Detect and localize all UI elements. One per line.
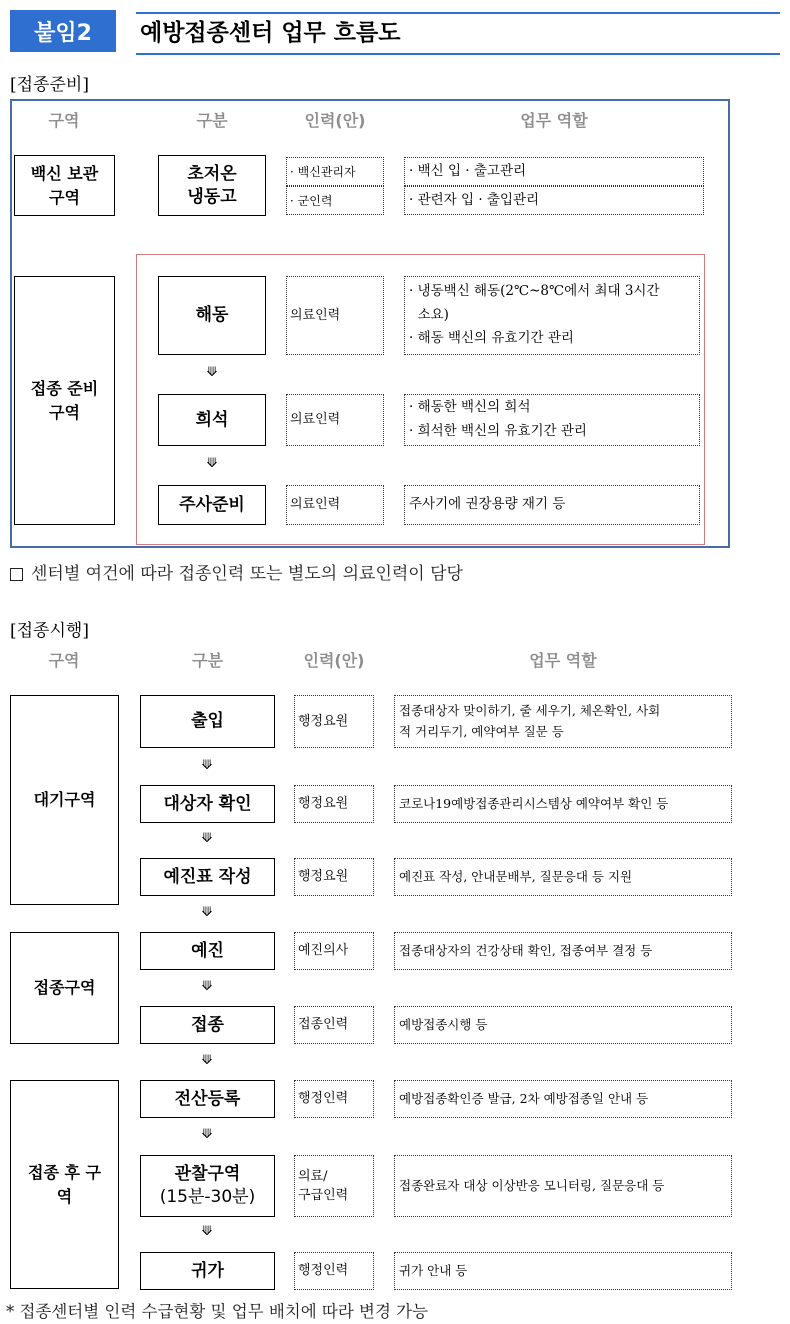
role-cell (394, 1006, 732, 1044)
staff-cell: 행정인력 (294, 1080, 374, 1118)
role-cell (404, 394, 700, 446)
flow-arrow-down: ⟱ (201, 905, 213, 920)
zone-vaccination: 접종구역 (10, 932, 119, 1044)
prep-col-zone: 구역 (48, 111, 80, 130)
role-line: 귀가 안내 등 (399, 1262, 468, 1278)
role-line: · 관련자 입 · 출입관리 (409, 191, 540, 208)
role-line: 예방접종확인증 발급, 2차 예방접종일 안내 등 (399, 1090, 649, 1106)
flow-arrow-down: ⟱ (201, 831, 213, 846)
zone-label: 백신 보관 (30, 164, 99, 184)
zone-vaccine-storage (14, 155, 115, 216)
flow-arrow-down: ⟱ (201, 979, 213, 994)
step-dilute: 희석 (158, 394, 266, 446)
step-return-home: 귀가 (140, 1252, 275, 1290)
staff-cell: 접종인력 (294, 1006, 374, 1044)
role-line: · 해동 백신의 유효기간 관리 (409, 330, 574, 347)
role-line: 예방접종시행 등 (399, 1016, 488, 1032)
staff-cell: 행정요원 (294, 695, 374, 748)
role-cell (394, 1080, 732, 1118)
role-cell (404, 276, 700, 355)
role-cell (394, 1252, 732, 1290)
zone-label: 구역 (49, 187, 80, 207)
prep-note-text: 센터별 여건에 따라 접종인력 또는 별도의 의료인력이 담당 (31, 564, 463, 584)
role-line: · 희석한 백신의 유효기간 관리 (409, 423, 587, 439)
role-line: 접종대상자의 건강상태 확인, 접종여부 결정 등 (399, 942, 653, 958)
step-ultra-freezer (158, 155, 266, 216)
staff-line: 구급인력 (298, 1188, 349, 1203)
role-cell (394, 858, 732, 896)
zone-post-vaccination (10, 1080, 119, 1289)
prep-col-step: 구분 (196, 111, 228, 130)
role-cell (404, 186, 704, 215)
role-line: 소요) (409, 306, 449, 323)
prep-col-staff: 인력(안) (304, 111, 366, 130)
role-line: · 해동한 백신의 희석 (409, 399, 531, 416)
role-line: · 백신 입 · 출고관리 (409, 162, 527, 179)
exec-col-zone: 구역 (48, 651, 80, 670)
checkbox-square-icon (10, 568, 23, 581)
step-questionnaire: 예진표 작성 (140, 858, 275, 896)
role-cell (394, 695, 732, 748)
exec-col-step: 구분 (192, 651, 223, 670)
footer-note: * 접종센터별 인력 수급현황 및 업무 배치에 따라 변경 가능 (6, 1302, 429, 1321)
step-label: 관찰구역 (174, 1164, 241, 1185)
staff-cell: 행정요원 (294, 785, 374, 823)
flow-arrow-down: ⟱ (201, 1127, 213, 1142)
flow-arrow-down: ⟱ (206, 365, 218, 380)
staff-cell: 행정인력 (294, 1252, 374, 1290)
role-line: 접종대상자 맞이하기, 줄 세우기, 체온확인, 사회 (399, 702, 661, 718)
staff-cell: 의료인력 (286, 485, 384, 525)
role-cell (394, 932, 732, 970)
step-registration: 전산등록 (140, 1080, 275, 1118)
exec-col-role: 업무 역할 (529, 651, 597, 670)
prep-col-role: 업무 역할 (520, 111, 588, 130)
staff-cell: · 백신관리자 (286, 157, 384, 186)
flow-arrow-down: ⟱ (201, 1224, 213, 1239)
role-line: 코로나19예방접종관리시스템상 예약여부 확인 등 (399, 795, 669, 811)
staff-line: 의료/ (298, 1168, 328, 1184)
step-thaw: 해동 (158, 276, 266, 355)
staff-cell: 예진의사 (294, 932, 374, 970)
step-entry: 출입 (140, 695, 275, 748)
staff-cell: 의료인력 (286, 276, 384, 355)
role-line: 예진표 작성, 안내문배부, 질문응대 등 지원 (399, 868, 633, 884)
step-observation (140, 1155, 275, 1217)
role-line: · 냉동백신 해동(2℃~8℃에서 최대 3시간 (409, 283, 660, 300)
step-label: 냉동고 (187, 186, 237, 207)
exec-section-title: [접종시행] (10, 621, 89, 641)
role-line: 접종완료자 대상 이상반응 모니터링, 질문응대 등 (399, 1177, 665, 1193)
step-identity-check: 대상자 확인 (140, 785, 275, 823)
staff-cell (294, 1155, 374, 1217)
role-line: 적 거리두기, 예약여부 질문 등 (399, 723, 564, 739)
page-title: 예방접종센터 업무 흐름도 (140, 20, 401, 46)
step-pre-screening: 예진 (140, 932, 275, 970)
attachment-badge: 붙임2 (10, 10, 116, 52)
role-line: 주사기에 권장용량 재기 등 (409, 496, 566, 513)
role-cell (394, 1155, 732, 1217)
prep-section-title: [접종준비] (10, 75, 89, 95)
step-label: (15분-30분) (159, 1187, 256, 1207)
staff-cell: 의료인력 (286, 394, 384, 446)
step-syringe-prep: 주사준비 (158, 485, 266, 525)
zone-label: 역 (56, 1186, 73, 1206)
staff-cell: 행정요원 (294, 858, 374, 896)
prep-note (10, 559, 463, 584)
role-cell (404, 157, 704, 186)
zone-waiting: 대기구역 (10, 695, 119, 905)
flow-arrow-down: ⟱ (201, 758, 213, 773)
header-rule-bottom (136, 53, 780, 55)
role-cell (404, 485, 700, 525)
zone-label: 구역 (49, 402, 80, 422)
step-vaccination: 접종 (140, 1006, 275, 1044)
flow-arrow-down: ⟱ (206, 456, 218, 471)
role-cell (394, 785, 732, 823)
step-label: 초저온 (187, 163, 237, 184)
zone-injection-prep (14, 276, 115, 525)
staff-cell: · 군인력 (286, 186, 384, 215)
exec-col-staff: 인력(안) (303, 651, 365, 670)
zone-label: 접종 후 구 (28, 1163, 101, 1183)
flow-arrow-down: ⟱ (201, 1053, 213, 1068)
zone-label: 접종 준비 (30, 379, 99, 399)
